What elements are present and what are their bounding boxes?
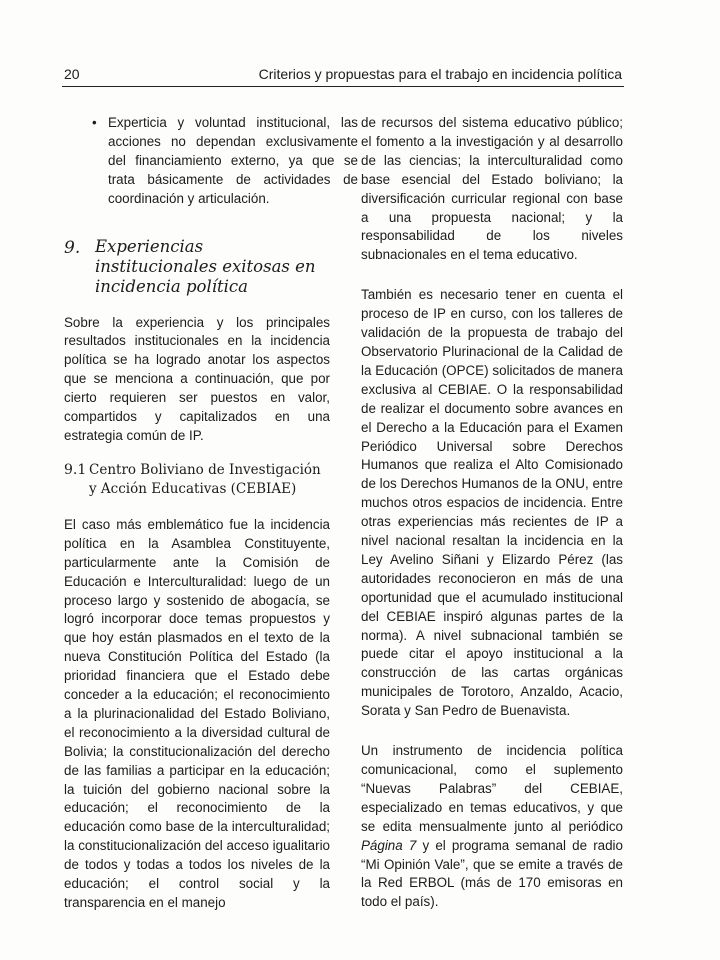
- para3-text-a: Un instrumento de incidencia política comunicacional, como el suplemento “Nuevas Palabras” del CEBIAE, especializado en temas educativos, y que se edita mensualmente junto al periódico: [361, 743, 623, 834]
- body-paragraph-2: También es necesario tener en cuenta el proceso de IP en curso, con los talleres de validación de la propuesta de trabajo del Observatorio Plurinacional de la Calidad de la Educación (OPCE) solicitados de manera exclusiva al CEBIAE. O la responsabilidad de realizar el documento sobre avances en el Derecho a la Educación para el Examen Periódico Universal sobre Derechos Humanos que realiza el Alto Comisionado de los Derechos Humanos de la ONU, entre muchos otros espacios de incidencia. Entre otras experiencias más recientes de IP a nivel nacional resaltan la incidencia en la Ley Avelino Siñani y Elizardo Pérez (las autoridades reconocieron en más de una oportunidad que el acumulado institucional del CEBIAE inspiró algunas partes de la norma). A nivel subnacional también se puede citar el apoyo institucional a la construcción de las cartas orgánicas municipales de Torotoro, Anzaldo, Acacio, Sorata y San Pedro de Buenavista.: [361, 287, 623, 719]
- section-number: 9.: [64, 237, 81, 258]
- body-paragraph: El caso más emblemático fue la incidencia política en la Asamblea Constituyente, particularmente ante la Comisión de Educación e Interculturalidad: luego de un proceso largo y sostenido de abogacía, se logró incorporar doce temas propuestos y que hoy están plasmados en el texto de la nueva Constitución Política del Estado (la prioridad financiera que el Estado debe conceder a la educación; el reconocimiento a la plurinacionalidad del Estado Boliviano, el reconocimiento a la diversidad cultural de Bolivia; la constitucionalización del derecho de las familias a participar en la educación; la tuición del gobierno nacional sobre la educación; el reconocimiento de la educación como base de la interculturalidad; la constitucionalización del acceso igualitario de todos y todas a todos los niveles de la educación; el control social y la transparencia en el manejo: [64, 516, 330, 910]
- bullet-text: Experticia y voluntad institucional, las acciones no dependan exclusivamente del financiamiento externo, ya que se trata básicamente de actividades de coordinación y articulación.: [108, 115, 358, 206]
- para3-text-b: y el programa semanal de radio “Mi Opinión Vale”, que se emite a través de la Red ERBOL (más de 170 emisoras en todo el país).: [361, 837, 623, 910]
- bullet-icon: •: [92, 115, 97, 130]
- body-paragraph-3: [361, 742, 623, 912]
- running-title: Criterios y propuestas para el trabajo en incidencia política: [258, 66, 622, 82]
- bullet-item: [92, 114, 358, 209]
- right-column: [361, 114, 623, 912]
- continued-paragraph: de recursos del sistema educativo público; el fomento a la investigación y al desarrollo de las ciencias; la interculturalidad como base esencial del Estado boliviano; la diversificación curricular regional con base a una propuesta nacional; y la responsabilidad de los niveles subnacionales en el tema educativo.: [361, 115, 623, 263]
- section-heading: [64, 237, 330, 297]
- intro-paragraph: Sobre la experiencia y los principales resultados institucionales en la incidencia política se ha logrado anotar los aspectos que se menciona a continuación, que por cierto requieren ser puestos en valor, compartidos y capitalizados en una estrategia común de IP.: [64, 314, 330, 443]
- subsection-number: 9.1: [64, 461, 87, 478]
- section-title: Experiencias institucionales exitosas en incidencia política: [95, 236, 316, 296]
- newspaper-name: Página 7: [361, 837, 417, 853]
- page-number: 20: [64, 66, 80, 82]
- subsection-title: Centro Boliviano de Investigación y Acción Educativas (CEBIAE): [89, 461, 321, 497]
- subsection-heading: [64, 461, 330, 499]
- left-column: [64, 114, 358, 913]
- page-header: [62, 64, 624, 87]
